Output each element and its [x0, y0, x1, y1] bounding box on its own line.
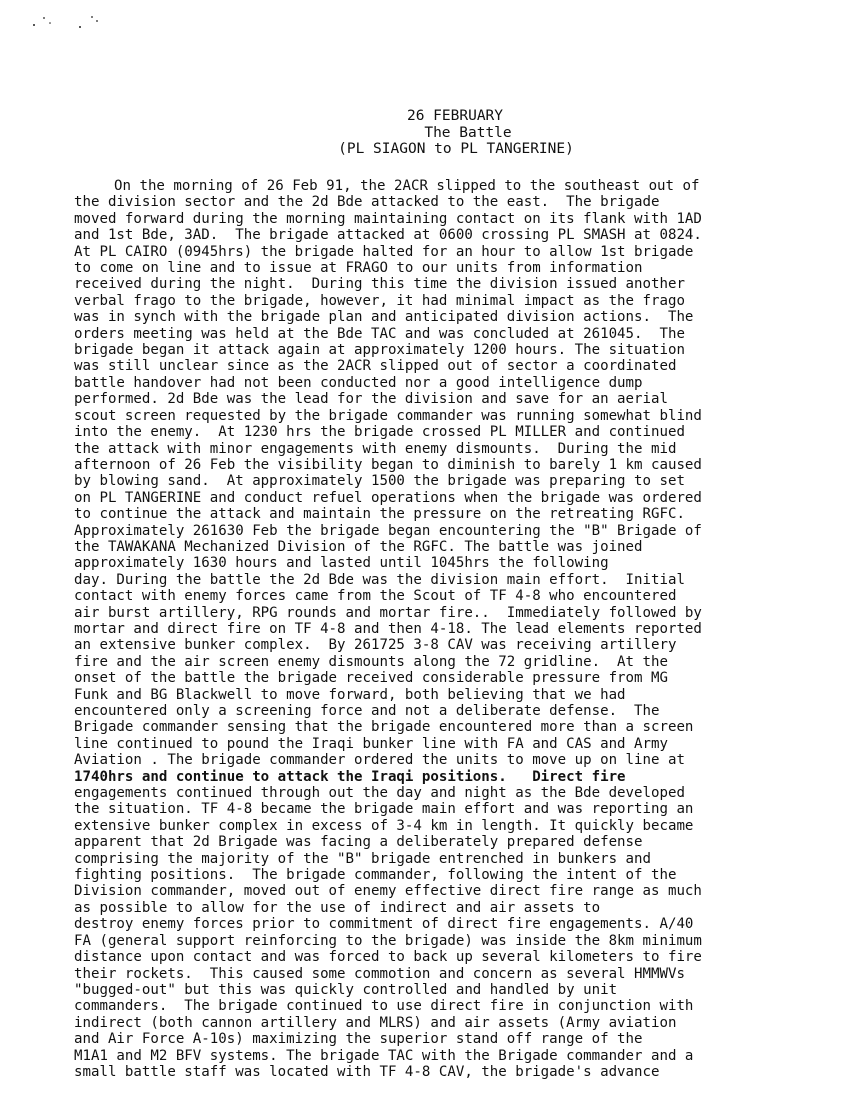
body-line: the TAWAKANA Mechanized Division of the RGFC. The battle was joined — [74, 538, 643, 555]
body-line: air burst artillery, RPG rounds and mortar fire.. Immediately followed by — [74, 604, 702, 621]
body-line: destroy enemy forces prior to commitment of direct fire engagements. A/40 — [74, 916, 694, 933]
body-line: approximately 1630 hours and lasted until 1045hrs the following — [74, 555, 609, 572]
body-paragraph — [74, 178, 844, 1080]
body-line: day. During the battle the 2d Bde was the division main effort. Initial — [74, 571, 685, 588]
body-line: Aviation . The brigade commander ordered the units to move up on line at — [74, 752, 685, 769]
body-line: moved forward during the morning maintaining contact on its flank with 1AD — [74, 210, 702, 227]
body-line: fire and the air screen enemy dismounts along the 72 gridline. At the — [74, 653, 668, 670]
body-line: M1A1 and M2 BFV systems. The brigade TAC with the Brigade commander and a — [74, 1047, 694, 1064]
body-line: the situation. TF 4-8 became the brigade main effort and was reporting an — [74, 801, 694, 818]
body-line: Brigade commander sensing that the brigade encountered more than a screen — [74, 719, 694, 736]
body-line: apparent that 2d Brigade was facing a deliberately prepared defense — [74, 834, 643, 851]
body-line: battle handover had not been conducted nor a good intelligence dump — [74, 374, 643, 391]
body-line: performed. 2d Bde was the lead for the division and save for an aerial — [74, 391, 668, 408]
body-line: to continue the attack and maintain the pressure on the retreating RGFC. — [74, 506, 685, 523]
body-line: Funk and BG Blackwell to move forward, both believing that we had — [74, 686, 626, 703]
body-line: distance upon contact and was forced to back up several kilometers to fire — [74, 949, 702, 966]
body-line: was in synch with the brigade plan and anticipated division actions. The — [74, 309, 694, 326]
body-line: encountered only a screening force and not a deliberate defense. The — [74, 703, 660, 719]
body-line: small battle staff was located with TF 4-8 CAV, the brigade's advance — [74, 1063, 660, 1080]
scan-specks — [30, 12, 110, 32]
body-line: verbal frago to the brigade, however, it had minimal impact as the frago — [74, 292, 685, 309]
body-line: the division sector and the 2d Bde attacked to the east. The brigade — [74, 194, 660, 211]
body-line: their rockets. This caused some commotion and concern as several HMMWVs — [74, 965, 685, 982]
body-line: brigade began it attack again at approximately 1200 hours. The situation — [74, 342, 685, 359]
body-line: Division commander, moved out of enemy effective direct fire range as much — [74, 883, 702, 900]
body-line: the attack with minor engagements with enemy dismounts. During the mid — [74, 440, 677, 457]
body-line: At PL CAIRO (0945hrs) the brigade halted for an hour to allow 1st brigade — [74, 243, 694, 260]
body-line: orders meeting was held at the Bde TAC and was concluded at 261045. The — [74, 325, 685, 342]
body-line: On the morning of 26 Feb 91, the 2ACR slipped to the southeast out of — [114, 178, 700, 194]
body-line: line continued to pound the Iraqi bunker line with FA and CAS and Army — [74, 735, 668, 752]
body-line: indirect (both cannon artillery and MLRS) and air assets (Army aviation — [74, 1014, 677, 1031]
body-line: mortar and direct fire on TF 4-8 and then 4-18. The lead elements reported — [74, 620, 702, 637]
body-line: received during the night. During this time the division issued another — [74, 276, 685, 293]
body-line: and Air Force A-10s) maximizing the superior stand off range of the — [74, 1031, 643, 1048]
body-line: into the enemy. At 1230 hrs the brigade crossed PL MILLER and continued — [74, 424, 685, 441]
body-line: extensive bunker complex in excess of 3-4 km in length. It quickly became — [74, 817, 694, 834]
header-subtitle: (PL SIAGON to PL TANGERINE) — [338, 141, 574, 157]
body-line: as possible to allow for the use of indirect and air assets to — [74, 899, 601, 916]
body-line: comprising the majority of the "B" brigade entrenched in bunkers and — [74, 850, 651, 867]
body-line: and 1st Bde, 3AD. The brigade attacked at 0600 crossing PL SMASH at 0824. — [74, 227, 702, 244]
body-line: was still unclear since as the 2ACR slipped out of sector a coordinated — [74, 358, 677, 375]
header-date: 26 FEBRUARY — [406, 108, 504, 124]
body-line: "bugged-out" but this was quickly controlled and handled by unit — [74, 981, 618, 998]
body-line-bold: 1740hrs and continue to attack the Iraqi positions. Direct fire — [74, 768, 626, 785]
body-line: scout screen requested by the brigade commander was running somewhat blind — [74, 407, 702, 424]
body-line: Approximately 261630 Feb the brigade began encountering the "B" Brigade of — [74, 522, 702, 539]
header-title: The Battle — [424, 124, 512, 141]
body-line: an extensive bunker complex. By 261725 3-8 CAV was receiving artillery — [74, 637, 677, 654]
body-line: engagements continued through out the day and night as the Bde developed — [74, 785, 685, 802]
body-line: fighting positions. The brigade commander, following the intent of the — [74, 867, 677, 884]
document-header — [0, 108, 848, 158]
body-line: onset of the battle the brigade received considerable pressure from MG — [74, 670, 668, 687]
body-line: to come on line and to issue at FRAGO to our units from information — [74, 260, 643, 277]
body-line: FA (general support reinforcing to the brigade) was inside the 8km minimum — [74, 932, 702, 949]
body-line: afternoon of 26 Feb the visibility began to diminish to barely 1 km caused — [74, 456, 702, 473]
body-line: by blowing sand. At approximately 1500 the brigade was preparing to set — [74, 473, 685, 490]
body-line: on PL TANGERINE and conduct refuel operations when the brigade was ordered — [74, 489, 702, 506]
body-line: contact with enemy forces came from the Scout of TF 4-8 who encountered — [74, 588, 677, 605]
body-line: commanders. The brigade continued to use direct fire in conjunction with — [74, 998, 694, 1015]
